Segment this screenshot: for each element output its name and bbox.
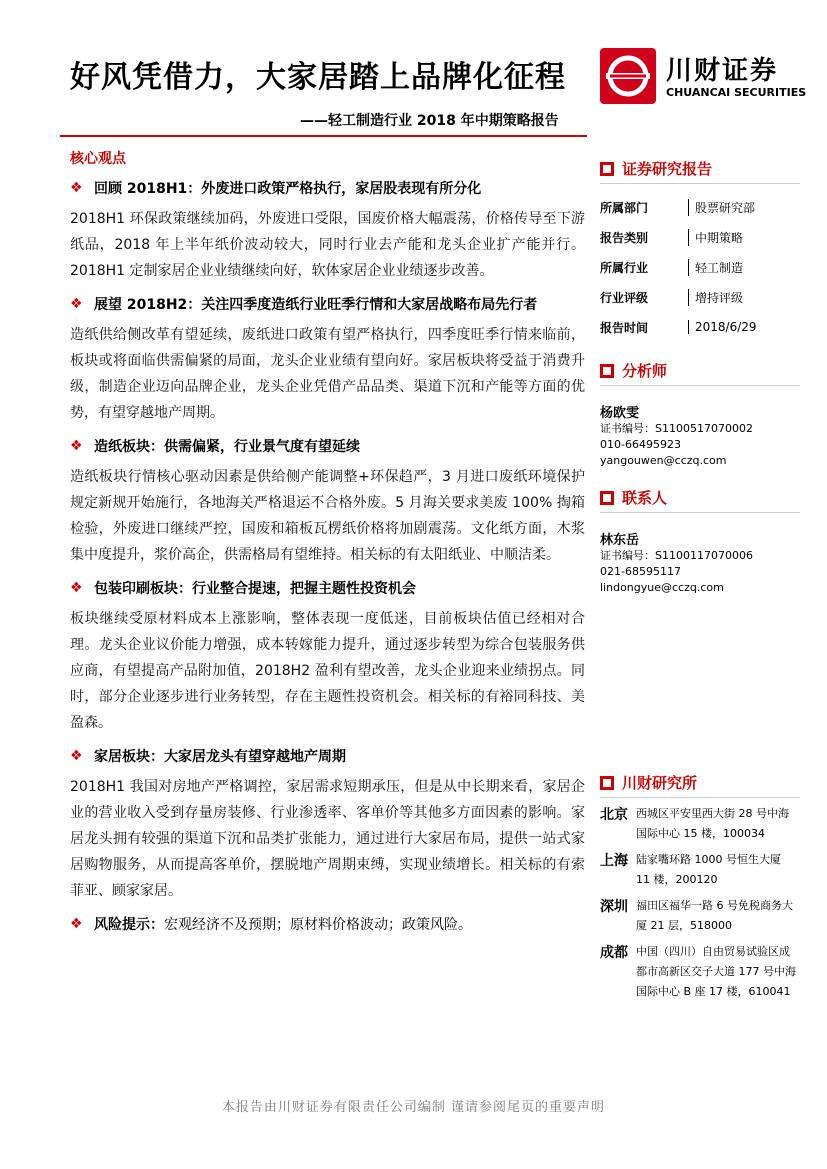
info-key: 报告类别	[600, 230, 649, 245]
info-value: 中期策略	[688, 229, 743, 246]
report-info-header-text: 证券研究报告	[622, 160, 713, 178]
info-row	[600, 222, 800, 252]
risk-warning	[70, 914, 585, 934]
section-heading-text: 展望 2018H2：关注四季度造纸行业旺季行情和大家居战略布局先行者	[94, 297, 538, 313]
logo-mark-icon	[600, 48, 656, 104]
analyst-phone: 010-66495923	[600, 438, 681, 451]
section-body: 板块继续受原材料成本上涨影响，整体表现一度低迷，目前板块估值已经相对合理。龙头企业议价能力增强，成本转嫁能力提升，通过逐步转型为综合包装服务供应商，有望提高产品附加值，2018H2 盈利有望改善，龙头企业迎来业绩拐点。同时，部分企业逐步进行业务转型，存在主题性投资机会。相关标的有裕同科技、美盈森。	[70, 611, 585, 731]
diamond-bullet-icon: ❖	[70, 916, 83, 932]
report-subtitle: ——轻工制造行业 2018 年中期策略报告	[300, 113, 559, 129]
analyst-header	[600, 360, 800, 386]
office-city: 深圳	[600, 899, 628, 915]
section-heading	[70, 436, 585, 456]
office-address-text: 西城区平安里西大街 28 号中海国际中心 15 楼，100034	[636, 807, 789, 840]
institute-header	[600, 772, 800, 798]
section-heading-text: 家居板块：大家居龙头有望穿越地产周期	[94, 749, 346, 765]
section-body: 2018H1 我国对房地产严格调控，家居需求短期承压，但是从中长期来看，家居企业的营业收入受到存量房装修、行业渗透率、客单价等其他多方面因素的影响。家居龙头拥有较强的渠道下沉和品类扩张能力，通过进行大家居布局，提供一站式家居购物服务，从而提高客单价，摆脱地产周期束缚，实现业绩增长。相关标的有索菲亚、顾家家居。	[70, 779, 585, 899]
section-heading-text: 回顾 2018H1：外废进口政策严格执行，家居股表现有所分化	[94, 181, 482, 197]
office-address	[600, 850, 800, 890]
info-row	[600, 192, 800, 222]
office-address-text: 中国（四川）自由贸易试验区成都市高新区交子大道 177 号中海国际中心 B 座 17 楼，610041	[636, 945, 796, 998]
sidebar	[600, 158, 800, 1002]
info-row	[600, 312, 800, 342]
main-content	[70, 148, 585, 942]
contact-phone: 021-68595117	[600, 565, 681, 578]
office-city: 上海	[600, 853, 628, 869]
contact-name: 林东岳	[600, 533, 640, 548]
info-row	[600, 252, 800, 282]
diamond-bullet-icon: ❖	[70, 438, 83, 454]
section-heading	[70, 746, 585, 766]
info-value: 股票研究部	[688, 199, 755, 216]
contact-header	[600, 487, 800, 513]
contact-cert: 证书编号：S1100117070006	[600, 549, 753, 562]
core-view-label: 核心观点	[70, 151, 126, 167]
office-address-text: 福田区福华一路 6 号免税商务大厦 21 层，518000	[636, 899, 793, 932]
office-city: 北京	[600, 807, 628, 823]
diamond-bullet-icon: ❖	[70, 180, 83, 196]
analyst-header-text: 分析师	[622, 362, 668, 380]
square-bullet-icon	[600, 364, 614, 378]
square-bullet-icon	[600, 162, 614, 176]
info-key: 报告时间	[600, 320, 649, 335]
section-heading	[70, 294, 585, 314]
square-bullet-icon	[600, 776, 614, 790]
logo-name-en: CHUANCAI SECURITIES	[666, 86, 807, 99]
report-info-header	[600, 158, 800, 184]
institute-header-text: 川财研究所	[622, 774, 698, 792]
office-address	[600, 896, 800, 936]
analyst-cert: 证书编号：S1100517070002	[600, 422, 753, 435]
info-value: 2018/6/29	[688, 320, 757, 334]
report-title: 好风凭借力，大家居踏上品牌化征程	[70, 60, 566, 95]
info-value: 增持评级	[688, 289, 743, 306]
page-footer: 本报告由川财证券有限责任公司编制 谨请参阅尾页的重要声明	[221, 1100, 606, 1115]
diamond-bullet-icon: ❖	[70, 296, 83, 312]
section-heading-text: 包装印刷板块：行业整合提速，把握主题性投资机会	[94, 581, 416, 597]
logo-name-cn: 川财证券	[666, 56, 779, 86]
office-address	[600, 942, 800, 1002]
office-address-text: 陆家嘴环路 1000 号恒生大厦 11 楼，200120	[636, 853, 781, 886]
info-value: 轻工制造	[688, 259, 743, 276]
contact-email[interactable]: lindongyue@cczq.com	[600, 581, 724, 594]
contact-header-text: 联系人	[622, 489, 668, 507]
section-heading-text: 造纸板块：供需偏紧，行业景气度有望延续	[94, 439, 360, 455]
section-heading	[70, 578, 585, 598]
section-heading	[70, 178, 585, 198]
office-address	[600, 804, 800, 844]
section-body: 2018H1 环保政策继续加码，外废进口受限，国废价格大幅震荡，价格传导至下游纸品，2018 年上半年纸价波动较大，同时行业去产能和龙头企业扩产能并行。2018H1 定制家居企业业绩继续向好，软体家居企业业绩逐步改善。	[70, 211, 585, 279]
analyst-name: 杨欧雯	[600, 406, 640, 421]
info-row	[600, 282, 800, 312]
diamond-bullet-icon: ❖	[70, 748, 83, 764]
company-logo	[600, 48, 807, 108]
info-key: 所属行业	[600, 260, 649, 275]
risk-text: 宏观经济不及预期；原材料价格波动；政策风险。	[164, 917, 472, 933]
header-divider	[60, 135, 587, 137]
square-bullet-icon	[600, 491, 614, 505]
info-key: 所属部门	[600, 200, 649, 215]
section-body: 造纸板块行情核心驱动因素是供给侧产能调整+环保趋严，3 月进口废纸环境保护规定新规开始施行，各地海关严格退运不合格外废。5 月海关要求美废 100% 掏箱检验，外废进口继续严控，国废和箱板瓦楞纸价格将加剧震荡。文化纸方面，木浆集中度提升，浆价高企，供需格局有望维持。相关标的有太阳纸业、中顺洁柔。	[70, 469, 585, 563]
info-key: 行业评级	[600, 290, 649, 305]
risk-label: 风险提示：	[94, 917, 164, 933]
diamond-bullet-icon: ❖	[70, 580, 83, 596]
section-body: 造纸供给侧改革有望延续，废纸进口政策有望严格执行，四季度旺季行情来临前，板块或将面临供需偏紧的局面，龙头企业业绩有望向好。家居板块将受益于消费升级，制造企业迈向品牌企业，龙头企业凭借产品品类、渠道下沉和产能等方面的优势，有望穿越地产周期。	[70, 327, 585, 421]
analyst-email[interactable]: yangouwen@cczq.com	[600, 454, 727, 467]
office-city: 成都	[600, 945, 628, 961]
